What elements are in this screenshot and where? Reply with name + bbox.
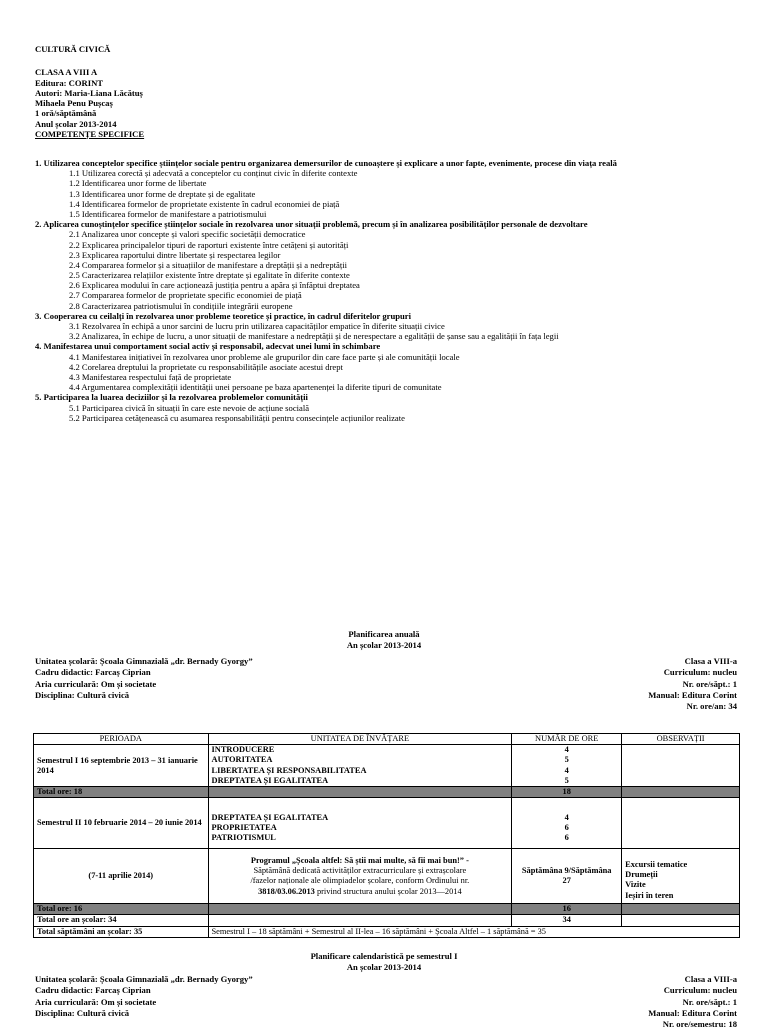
semester-plan-year: An școlar 2013-2014	[346, 962, 422, 972]
competence-item: 1.5 Identificarea formelor de manifestare a patriotismului	[69, 208, 267, 219]
order-text: privind structura anului școlar 2013—2014	[314, 886, 462, 896]
competence-item: 2.2 Explicarea principalelor tipuri de raporturi existente între cetățeni și autorități	[69, 239, 349, 250]
competences-list	[35, 158, 617, 423]
hours-per-semester: Nr. ore/semestru: 18	[662, 1019, 737, 1030]
table-row	[34, 798, 740, 849]
competence-item: 1.3 Identificarea unor forme de dreptate și de egalitate	[69, 188, 256, 199]
class-name: Clasa a VIII-a	[684, 656, 737, 666]
hours-per-year: Nr. ore/an: 34	[686, 701, 737, 712]
competence-item: 4.1 Manifestarea inițiativei în rezolvarea unor probleme ale grupurilor din care face parte și ale comunității locale	[69, 351, 460, 362]
hours-per-week-info: Nr. ore/săpt.: 1	[682, 678, 737, 689]
table-row	[34, 915, 740, 926]
hours-item: 6	[564, 833, 569, 843]
period-cell: (7-11 aprilie 2014)	[34, 849, 209, 904]
semester-plan-heading: Planificare calendaristică pe semestrul I	[310, 951, 458, 961]
class-label: CLASA A VIII A	[35, 67, 98, 78]
competence-group-title: 3. Cooperarea cu ceilalți în rezolvarea unor probleme teoretice și practice, în cadrul diferitelor grupuri	[35, 310, 411, 321]
competence-item: 3.2 Analizarea, în echipe de lucru, a unor situații de manifestare a nedreptății și de nerespectare a egalității de șanse sau a egalității în fața legii	[69, 331, 559, 342]
unit-item: PATRIOTISMUL	[211, 833, 276, 843]
curricular-area: Aria curriculară: Om și societate	[35, 678, 157, 689]
column-header: UNITATEA DE ÎNVĂȚARE	[208, 734, 512, 745]
unit-item: PROPRIETATEA	[211, 823, 277, 833]
hours-cell	[512, 849, 622, 904]
author-second: Mihaela Penu Pușcaș	[35, 98, 113, 109]
unit-item: AUTORITATEA	[211, 755, 273, 765]
school-year: Anul școlar 2013-2014	[35, 118, 117, 129]
table-row	[34, 745, 740, 787]
altfel-program-cell	[208, 849, 512, 904]
competence-item: 2.7 Compararea formelor de proprietate specific economiei de piață	[69, 290, 302, 301]
competence-item: 2.4 Compararea formelor și a situațiilor de manifestare a dreptății și a nedreptății	[69, 259, 348, 270]
hours-item: 5	[564, 775, 569, 785]
competence-item: 5.1 Participarea civică în situații în care este nevoie de acțiune socială	[69, 402, 310, 413]
authors-label: Autori: Maria-Liana Lăcătuș	[35, 87, 143, 98]
annual-plan-heading: Planificarea anuală	[348, 629, 420, 639]
altfel-line: Săptămână dedicată activităților extracurriculare și extrașcolare	[253, 866, 467, 876]
textbook: Manual: Editura Corint	[648, 1007, 737, 1018]
table-row	[34, 787, 740, 798]
hours-item: 4	[564, 812, 569, 822]
teacher: Cadru didactic: Farcaș Ciprian	[35, 667, 151, 678]
competence-item: 2.5 Caracterizarea relațiilor existente între dreptate și egalitate în diferite contexte	[69, 270, 350, 281]
competence-item: 2.1 Analizarea unor concepte și valori specific societății democratice	[69, 229, 306, 240]
total-value-cell: 34	[512, 915, 622, 926]
hours-per-week: 1 oră/săptămână	[35, 108, 97, 119]
teacher: Cadru didactic: Farcaș Ciprian	[35, 985, 151, 996]
textbook: Manual: Editura Corint	[648, 689, 737, 700]
observation-item: Vizite	[625, 880, 646, 890]
empty-cell	[208, 787, 512, 798]
hours-item: Săptămâna 9/Săptămâna	[521, 866, 612, 876]
semester-class-info	[648, 974, 737, 1030]
competence-group-title: 1. Utilizarea conceptelor specifice științelor sociale pentru organizarea demersurilor de cunoaștere și explicare a unor fapte, evenimente, procese din viața reală	[35, 158, 617, 168]
unit-item: LIBERTATEA ȘI RESPONSABILITATEA	[211, 765, 367, 775]
units-cell	[208, 798, 512, 849]
school-unit: Unitatea școlară: Școala Gimnazială „dr. Bernady Gyorgy”	[35, 974, 253, 984]
annual-plan-title	[0, 629, 768, 651]
curriculum: Curriculum: nucleu	[663, 667, 737, 678]
competence-item: 2.6 Explicarea modului în care acționează justiția pentru a apăra și înfăptui dreptatea	[69, 280, 360, 291]
annual-school-info	[35, 656, 253, 701]
curriculum: Curriculum: nucleu	[663, 985, 737, 996]
table-row	[34, 926, 740, 937]
curricular-area: Aria curriculară: Om și societate	[35, 996, 157, 1007]
table-header-row	[34, 734, 740, 745]
hours-item: 6	[564, 823, 569, 833]
annual-plan-table	[33, 733, 740, 938]
competence-item: 4.4 Argumentarea complexității identității unei persoane pe baza apartenenței la diferite tipuri de comunitate	[69, 382, 442, 393]
unit-item: DREPTATEA ȘI EGALITATEA	[211, 775, 329, 785]
empty-cell	[208, 915, 512, 926]
hours-item: 27	[562, 876, 571, 886]
competences-heading: COMPETENȚE SPECIFICE	[35, 129, 145, 140]
column-header: NUMĂR DE ORE	[512, 734, 622, 745]
competence-item: 5.2 Participarea cetățenească cu asumarea responsabilității pentru consecințele acțiunilor realizate	[69, 412, 405, 423]
total-label-cell: Total săptămâni an școlar: 35	[34, 926, 209, 937]
hours-cell	[512, 745, 622, 787]
total-label-cell: Total ore: 18	[34, 787, 209, 798]
total-label-cell: Total ore: 16	[34, 904, 209, 915]
discipline: Disciplina: Cultură civică	[35, 689, 130, 700]
observation-item: Ieșiri în teren	[625, 890, 674, 900]
school-unit: Unitatea școlară: Școala Gimnazială „dr. Bernady Gyorgy”	[35, 656, 253, 666]
competence-item: 4.3 Manifestarea respectului față de proprietate	[69, 371, 232, 382]
subject-title: CULTURĂ CIVICĂ	[35, 44, 111, 54]
period-cell: Semestrul I 16 septembrie 2013 – 31 ianuarie 2014	[34, 745, 209, 787]
empty-cell	[622, 787, 740, 798]
period-cell: Semestrul II 10 februarie 2014 – 20 iunie 2014	[34, 798, 209, 849]
competence-item: 4.2 Corelarea dreptului la proprietate cu responsabilitățile asociate acestui drept	[69, 361, 343, 372]
column-header: PERIOADA	[34, 734, 209, 745]
competence-item: 1.4 Identificarea formelor de proprietate existente în cadrul economiei de piață	[69, 198, 340, 209]
observation-item: Drumeții	[625, 870, 658, 880]
units-cell	[208, 745, 512, 787]
hours-item: 4	[564, 745, 569, 755]
semester-school-info	[35, 974, 253, 1019]
competence-group-title: 4. Manifestarea unui comportament social activ și responsabil, adecvat unei lumi în schimbare	[35, 341, 381, 352]
altfel-line: Programul „Școala altfel: Să știi mai multe, să fii mai bun!” -	[250, 855, 469, 865]
column-header: OBSERVAȚII	[622, 734, 740, 745]
semester-plan-title	[0, 951, 768, 973]
empty-cell	[622, 904, 740, 915]
unit-item: INTRODUCERE	[211, 745, 275, 755]
table-row	[34, 904, 740, 915]
observation-item: Excursii tematice	[625, 859, 688, 869]
annual-plan-year: An școlar 2013-2014	[346, 640, 422, 650]
altfel-line: /fazelor naționale ale olimpiadelor școlare, conform Ordinului nr.	[250, 876, 470, 886]
hours-item: 4	[564, 765, 569, 775]
class-name: Clasa a VIII-a	[684, 974, 737, 984]
altfel-line	[212, 887, 509, 897]
total-value-cell: 16	[512, 904, 622, 915]
publisher-label: Editura: CORINT	[35, 77, 104, 88]
competence-item: 1.1 Utilizarea corectă și adecvată a conceptelor cu conținut civic în diferite contexte	[69, 168, 358, 179]
hours-per-week-info: Nr. ore/săpt.: 1	[682, 996, 737, 1007]
observations-cell	[622, 798, 740, 849]
competence-item: 2.3 Explicarea raportului dintre libertate și respectarea legilor	[69, 249, 281, 260]
competence-item: 3.1 Rezolvarea în echipă a unor sarcini de lucru prin utilizarea capacităților empatice în diferite situații civice	[69, 321, 445, 331]
table-row	[34, 849, 740, 904]
observations-cell	[622, 849, 740, 904]
competence-group-title: 5. Participarea la luarea deciziilor și la rezolvarea problemelor comunității	[35, 392, 308, 403]
discipline: Disciplina: Cultură civică	[35, 1007, 130, 1018]
weeks-breakdown-cell: Semestrul I – 18 săptămâni + Semestrul al II-lea – 16 săptămâni + Școala Altfel – 1 săptămână = 35	[208, 926, 739, 937]
hours-cell	[512, 798, 622, 849]
empty-cell	[622, 915, 740, 926]
order-number: 3818/03.06.2013	[258, 886, 315, 896]
document-header	[35, 44, 144, 139]
observations-cell	[622, 745, 740, 787]
total-label-cell: Total ore an școlar: 34	[34, 915, 209, 926]
hours-item: 5	[564, 755, 569, 765]
total-value-cell: 18	[512, 787, 622, 798]
unit-item: DREPTATEA ȘI EGALITATEA	[211, 812, 329, 822]
empty-cell	[208, 904, 512, 915]
competence-group-title: 2. Aplicarea cunoștințelor specifice științelor sociale în rezolvarea unor situații problemă, precum și în analizarea posibilităților personale de dezvoltare	[35, 219, 588, 230]
competence-item: 1.2 Identificarea unor forme de libertate	[69, 178, 207, 189]
competence-item: 2.8 Caracterizarea patriotismului în condițiile integrării europene	[69, 300, 293, 311]
annual-class-info	[648, 656, 737, 712]
